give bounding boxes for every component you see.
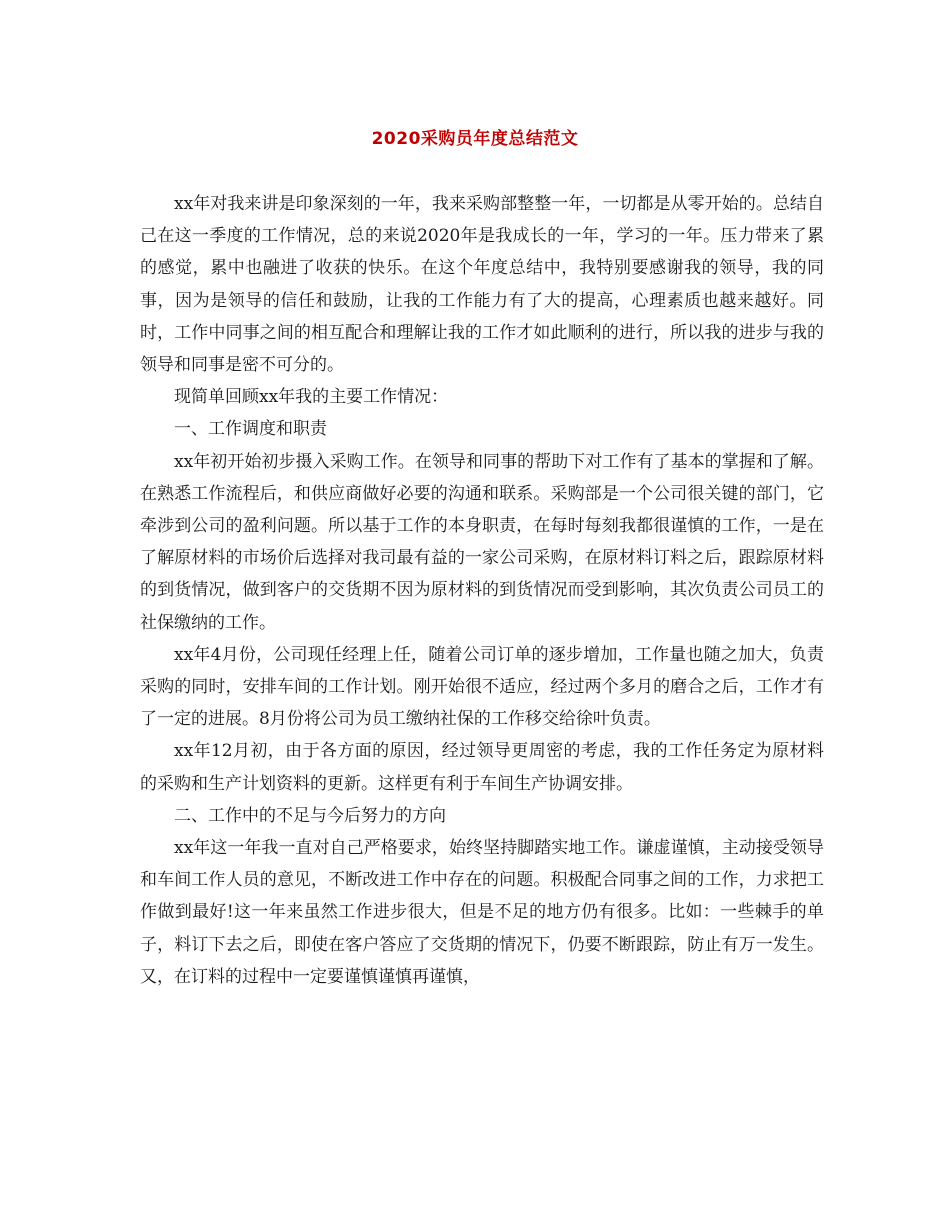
paragraph-december: xx年12月初，由于各方面的原因，经过领导更周密的考虑，我的工作任务定为原材料的采购和生产计划资料的更新。这样更有利于车间生产协调安排。 <box>140 741 824 794</box>
document-body <box>140 188 824 993</box>
section-heading-duties: 一、工作调度和职责 <box>174 419 327 440</box>
document-title: 2020采购员年度总结范文 <box>371 129 579 149</box>
paragraph-review: 现简单回顾xx年我的主要工作情况： <box>174 387 449 408</box>
section-heading-shortcomings: 二、工作中的不足与今后努力的方向 <box>174 805 446 826</box>
paragraph-april: xx年4月份，公司现任经理上任，随着公司订单的逐步增加，工作量也随之加大，负责采购的同时，安排车间的工作计划。刚开始很不适应，经过两个多月的磨合之后，工作才有了一定的进展。8月份将公司为员工缴纳社保的工作移交给徐叶负责。 <box>140 644 824 730</box>
paragraph-duties: xx年初开始初步摄入采购工作。在领导和同事的帮助下对工作有了基本的掌握和了解。在熟悉工作流程后，和供应商做好必要的沟通和联系。采购部是一个公司很关键的部门，它牵涉到公司的盈利问题。所以基于工作的本身职责，在每时每刻我都很谨慎的工作，一是在了解原材料的市场价后选择对我司最有益的一家公司采购，在原材料订料之后，跟踪原材料的到货情况，做到客户的交货期不因为原材料的到货情况而受到影响，其次负责公司员工的社保缴纳的工作。 <box>140 451 824 633</box>
paragraph-intro: xx年对我来讲是印象深刻的一年，我来采购部整整一年，一切都是从零开始的。总结自己在这一季度的工作情况，总的来说2020年是我成长的一年，学习的一年。压力带来了累的感觉，累中也融进了收获的快乐。在这个年度总结中，我特别要感谢我的领导，我的同事，因为是领导的信任和鼓励，让我的工作能力有了大的提高，心理素质也越来越好。同时，工作中同事之间的相互配合和理解让我的工作才如此顺利的进行，所以我的进步与我的领导和同事是密不可分的。 <box>140 194 824 376</box>
paragraph-shortcomings: xx年这一年我一直对自己严格要求，始终坚持脚踏实地工作。谦虚谨慎，主动接受领导和车间工作人员的意见，不断改进工作中存在的问题。积极配合同事之间的工作，力求把工作做到最好!这一年来虽然工作进步很大，但是不足的地方仍有很多。比如：一些棘手的单子，料订下去之后，即使在客户答应了交货期的情况下，仍要不断跟踪，防止有万一发生。又，在订料的过程中一定要谨慎谨慎再谨慎， <box>140 838 824 987</box>
